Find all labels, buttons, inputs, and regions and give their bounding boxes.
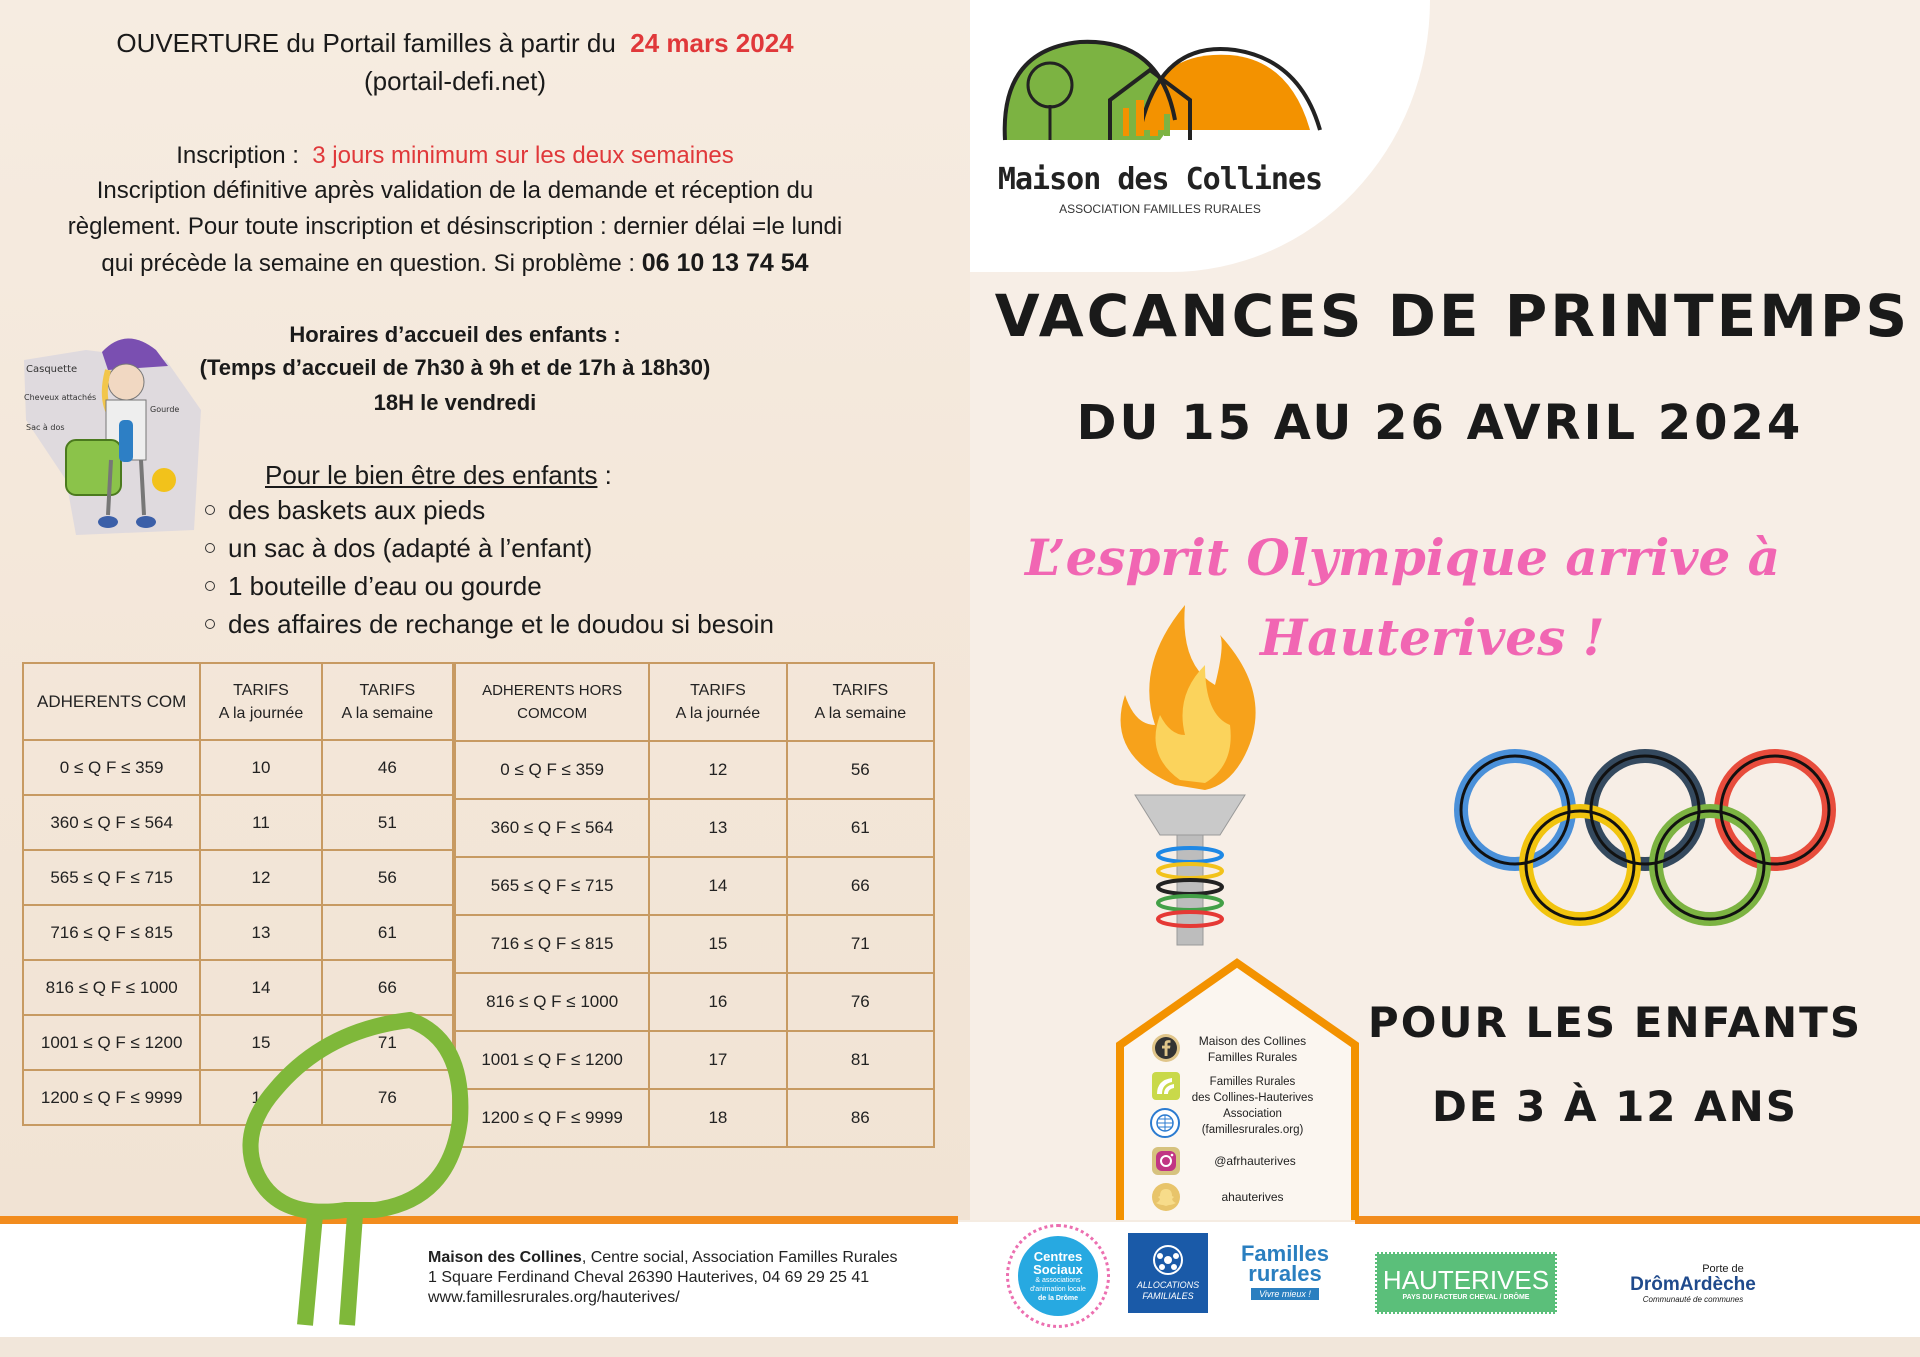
drawing-label-cheveux: Cheveux attachés: [24, 393, 97, 402]
qf-range-cell: 816 ≤ Q F ≤ 1000: [455, 973, 649, 1031]
qf-range-cell: 360 ≤ Q F ≤ 564: [455, 799, 649, 857]
bullet-icon: [205, 581, 215, 591]
tarif-journee-cell: 13: [649, 799, 786, 857]
drawing-label-casquette: Casquette: [26, 364, 78, 375]
inscription-line: [30, 142, 880, 170]
portal-opening-text: OUVERTURE du Portail familles à partir du: [116, 28, 616, 58]
bullet-icon: [205, 619, 215, 629]
list-item-text: des affaires de rechange et le doudou si besoin: [228, 609, 774, 639]
contact-snapchat-text: ahauterives: [1221, 1190, 1284, 1204]
contact-facebook-text: Maison des Collines Familles Rurales: [1198, 1034, 1307, 1064]
tarif-semaine-cell: 51: [322, 795, 453, 850]
tarif-journee-cell: 15: [649, 915, 786, 973]
list-item: [200, 567, 774, 605]
bien-etre-heading: [265, 460, 612, 491]
centres-line-2: Sociaux: [1033, 1261, 1083, 1277]
centres-line-5: de la Drôme: [1037, 1294, 1079, 1302]
table-row: [23, 905, 453, 960]
footer-address-block: [428, 1248, 898, 1308]
bullet-icon: [205, 505, 215, 515]
horaires-line-1: (Temps d’accueil de 7h30 à 9h et de 17h à 18h30): [199, 355, 711, 380]
table-row: [455, 915, 934, 973]
instagram-icon[interactable]: [1152, 1147, 1180, 1175]
tarif-semaine-cell: 86: [787, 1089, 934, 1147]
list-item: [200, 529, 774, 567]
qf-range-cell: 816 ≤ Q F ≤ 1000: [23, 960, 200, 1015]
tarif-semaine-cell: 66: [787, 857, 934, 915]
olympic-rings-icon: [1450, 745, 1840, 930]
table-header: ADHERENTS HORS COMCOM: [455, 663, 649, 741]
footer-website[interactable]: www.famillesrurales.org/hauterives/: [428, 1289, 680, 1306]
tarif-semaine-cell: 61: [322, 905, 453, 960]
list-item: [200, 605, 774, 643]
tarif-journee-cell: 14: [649, 857, 786, 915]
table-row: [455, 799, 934, 857]
contact-instagram-text: @afrhauterives: [1214, 1154, 1296, 1168]
tarif-semaine-cell: 46: [322, 740, 453, 795]
inscription-label: Inscription :: [176, 142, 299, 169]
child-drawing: [16, 330, 206, 540]
table-header: TARIFS A la journée: [200, 663, 321, 740]
table-row: [455, 741, 934, 799]
list-item-text: un sac à dos (adapté à l’enfant): [228, 533, 593, 563]
qf-range-cell: 360 ≤ Q F ≤ 564: [23, 795, 200, 850]
tarif-semaine-cell: 56: [787, 741, 934, 799]
globe-icon[interactable]: [1150, 1108, 1180, 1138]
portal-opening-date: 24 mars 2024: [630, 28, 794, 58]
ages-line-2: DE 3 À 12 ANS: [1431, 1082, 1799, 1131]
hauterives-logo: [1375, 1252, 1557, 1314]
bottom-strip: [0, 1337, 1920, 1357]
bien-etre-colon: :: [597, 460, 612, 490]
drawing-label-sac: Sac à dos: [26, 423, 65, 432]
centres-line-4: d'animation locale: [1030, 1285, 1086, 1293]
tarif-journee-cell: 16: [200, 1070, 321, 1125]
horaires-line-2: 18H le vendredi: [373, 390, 537, 415]
tarif-journee-cell: 17: [649, 1031, 786, 1089]
caf-line-1: ALLOCATIONS: [1136, 1280, 1200, 1290]
qf-range-cell: 565 ≤ Q F ≤ 715: [455, 857, 649, 915]
table-header: TARIFS A la semaine: [322, 663, 453, 740]
tarif-journee-cell: 14: [200, 960, 321, 1015]
fr-line-2: rurales: [1248, 1261, 1322, 1286]
table-row: [455, 973, 934, 1031]
olympic-line-1: L’esprit Olympique arrive à: [1025, 528, 1781, 587]
olympic-line-2: Hauterives !: [1260, 608, 1605, 667]
tarifs-table-hors-comcom: [454, 662, 935, 1148]
qf-range-cell: 1200 ≤ Q F ≤ 9999: [23, 1070, 200, 1125]
fr-line-1: Familles: [1240, 1241, 1330, 1266]
qf-range-cell: 0 ≤ Q F ≤ 359: [455, 741, 649, 799]
hauterives-line-2: PAYS DU FACTEUR CHEVAL / DRÔME: [1402, 1293, 1530, 1301]
list-item: [200, 491, 774, 529]
tarif-journee-cell: 11: [200, 795, 321, 850]
tarif-journee-cell: 15: [200, 1015, 321, 1070]
tarif-journee-cell: 10: [200, 740, 321, 795]
footer-orange-line-left: [0, 1216, 958, 1224]
table-header: ADHERENTS COM: [23, 663, 200, 740]
footer-org-desc: , Centre social, Association Familles Rurales: [581, 1249, 898, 1266]
porte-line-3: Communauté de communes: [1642, 1294, 1744, 1304]
caf-emblem-icon: [1148, 1244, 1188, 1280]
tarif-journee-cell: 18: [649, 1089, 786, 1147]
bien-etre-title: Pour le bien être des enfants: [265, 460, 598, 490]
inscription-value: 3 jours minimum sur les deux semaines: [312, 142, 734, 169]
porte-line-2: DrômArdèche: [1630, 1273, 1756, 1295]
hauterives-line-1: HAUTERIVES: [1382, 1264, 1550, 1295]
facebook-icon[interactable]: [1152, 1034, 1180, 1062]
caf-logo: [1128, 1233, 1208, 1313]
tarif-semaine-cell: 61: [787, 799, 934, 857]
tarif-journee-cell: 12: [649, 741, 786, 799]
bullet-icon: [205, 543, 215, 553]
inscription-para-3: [0, 249, 910, 278]
qf-range-cell: 716 ≤ Q F ≤ 815: [455, 915, 649, 973]
tarif-journee-cell: 16: [649, 973, 786, 1031]
snapchat-icon[interactable]: [1152, 1183, 1180, 1211]
porte-drome-ardeche-logo: [1618, 1258, 1768, 1308]
bien-etre-list: [200, 491, 774, 643]
inscription-para-1: Inscription définitive après validation de la demande et réception du: [96, 177, 814, 204]
list-item-text: des baskets aux pieds: [228, 495, 486, 525]
logo-subtitle: ASSOCIATION FAMILLES RURALES: [1059, 202, 1261, 216]
tarif-semaine-cell: 81: [787, 1031, 934, 1089]
table-row: [455, 1031, 934, 1089]
familles-rurales-icon[interactable]: [1152, 1072, 1180, 1100]
inscription-para-2: règlement. Pour toute inscription et désinscription : dernier délai =le lundi: [67, 213, 843, 240]
centres-line-1: Centres: [1033, 1248, 1083, 1264]
contact-familles-rurales-text: Familles Rurales des Collines-Hauterives Association (famillesrurales.org): [1191, 1076, 1314, 1136]
ages-line-1: POUR LES ENFANTS: [1367, 998, 1863, 1047]
table-row: [23, 795, 453, 850]
qf-range-cell: 1001 ≤ Q F ≤ 1200: [455, 1031, 649, 1089]
familles-rurales-logo: [1235, 1228, 1335, 1316]
tarif-semaine-cell: 76: [322, 1070, 453, 1125]
qf-range-cell: 716 ≤ Q F ≤ 815: [23, 905, 200, 960]
tarif-semaine-cell: 56: [322, 850, 453, 905]
qf-range-cell: 565 ≤ Q F ≤ 715: [23, 850, 200, 905]
porte-line-1: Porte de: [1702, 1262, 1744, 1275]
table-row: [23, 740, 453, 795]
centres-line-3: & associations: [1035, 1276, 1081, 1284]
inscription-para-3-text: qui précède la semaine en question. Si problème :: [101, 250, 636, 277]
caf-line-2: FAMILIALES: [1142, 1291, 1194, 1301]
horaires-title: Horaires d’accueil des enfants :: [289, 322, 621, 347]
tarif-journee-cell: 13: [200, 905, 321, 960]
drawing-label-gourde: Gourde: [150, 405, 180, 414]
footer-org-name: Maison des Collines: [428, 1249, 582, 1266]
phone-number: 06 10 13 74 54: [641, 249, 809, 277]
tarif-semaine-cell: 66: [322, 960, 453, 1015]
table-row: [455, 857, 934, 915]
tarif-semaine-cell: 76: [787, 973, 934, 1031]
table-row: [23, 850, 453, 905]
logo-name: Maison des Collines: [997, 162, 1323, 197]
centres-sociaux-logo: [1006, 1224, 1110, 1328]
main-title: VACANCES DE PRINTEMPS: [994, 282, 1911, 350]
list-item-text: 1 bouteille d’eau ou gourde: [228, 571, 542, 601]
tarif-journee-cell: 12: [200, 850, 321, 905]
qf-range-cell: 1200 ≤ Q F ≤ 9999: [455, 1089, 649, 1147]
portal-opening-line: [30, 28, 880, 59]
table-header: TARIFS A la semaine: [787, 663, 934, 741]
footer-orange-line-right: [1355, 1216, 1920, 1224]
table-header: TARIFS A la journée: [649, 663, 786, 741]
portal-url: (portail-defi.net): [363, 66, 547, 96]
qf-range-cell: 0 ≤ Q F ≤ 359: [23, 740, 200, 795]
footer-address: 1 Square Ferdinand Cheval 26390 Hauterives, 04 69 29 25 41: [428, 1269, 870, 1286]
fr-line-3: Vivre mieux !: [1251, 1288, 1319, 1300]
qf-range-cell: 1001 ≤ Q F ≤ 1200: [23, 1015, 200, 1070]
olympic-torch-icon: [1105, 605, 1275, 950]
tarif-semaine-cell: 71: [322, 1015, 453, 1070]
tarif-semaine-cell: 71: [787, 915, 934, 973]
table-row: [455, 1089, 934, 1147]
maison-des-collines-logo: [990, 30, 1330, 220]
dates-title: DU 15 AU 26 AVRIL 2024: [1076, 395, 1804, 451]
